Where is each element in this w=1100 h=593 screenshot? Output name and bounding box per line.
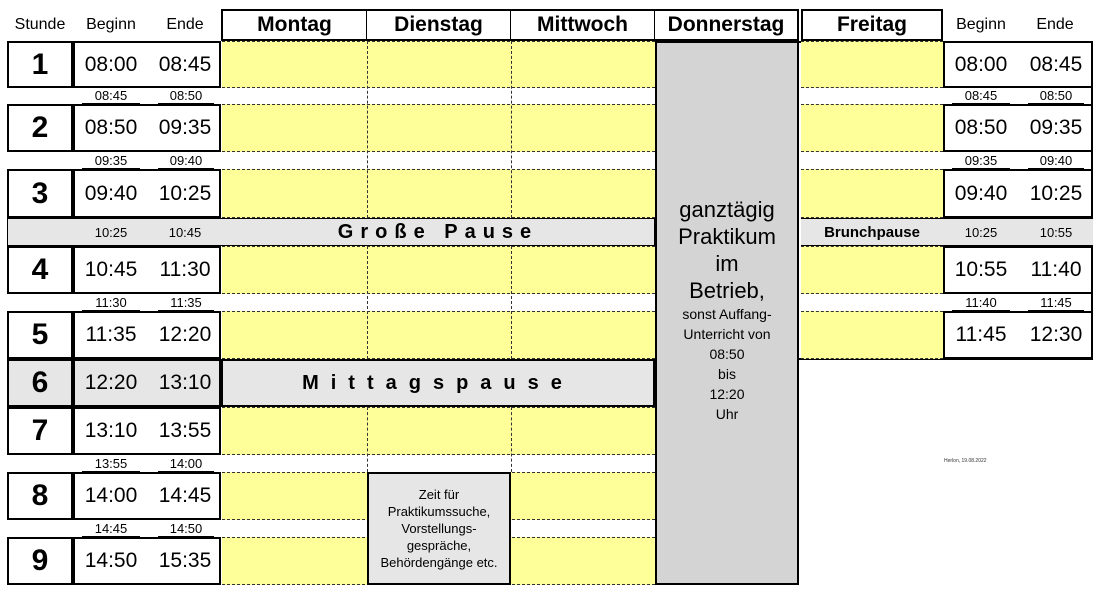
thursday-line: 08:50: [709, 346, 745, 362]
day-header-freitag: Freitag: [801, 9, 943, 41]
lesson-number: 2: [7, 104, 73, 152]
thursday-text: [657, 196, 797, 424]
lesson-end: 13:10: [158, 371, 212, 394]
lesson-end: 11:30: [159, 258, 211, 281]
thursday-line: Betrieb,: [689, 278, 765, 303]
friday-cell: [801, 104, 943, 152]
lesson-start: 14:00: [84, 484, 138, 507]
lesson-end: 10:25: [158, 181, 212, 205]
tuesday-note-box: [367, 472, 511, 585]
lesson-start: 10:45: [84, 258, 138, 281]
tuesday-note-line: gespräche,: [406, 538, 472, 553]
lesson-end: 14:45: [158, 484, 212, 507]
lesson-number: 1: [7, 41, 73, 88]
friday-gap-end: 08:50: [1028, 88, 1084, 104]
lesson-number: 9: [7, 537, 73, 585]
tuesday-note-line: Praktikumssuche,: [387, 504, 491, 519]
day-header-mittwoch: Mittwoch: [511, 11, 655, 39]
friday-cell: [801, 311, 943, 359]
header-beginn: Beginn: [86, 15, 136, 33]
lesson-start: 11:35: [85, 323, 137, 346]
lesson-cells: [222, 104, 655, 152]
thursday-line: im: [715, 251, 739, 276]
header-ende: Ende: [166, 15, 204, 33]
column-separator: [367, 41, 368, 218]
thursday-line: sonst Auffang-: [682, 306, 772, 322]
big-break-label: Große Pause: [337, 220, 539, 243]
lesson-start: 14:50: [84, 549, 138, 572]
thursday-line: 12:20: [709, 386, 745, 402]
big-break-start: 10:25: [94, 224, 128, 240]
lesson-number: 4: [7, 246, 73, 294]
friday-cell: [801, 246, 943, 294]
lesson-end: 15:35: [158, 549, 212, 572]
lesson-cells: [222, 169, 655, 218]
lesson-end: 12:20: [158, 323, 212, 346]
friday-start: 11:45: [955, 323, 1007, 346]
gap-start: 09:35: [82, 152, 140, 169]
lesson-start: 09:40: [84, 181, 138, 205]
friday-cell: [801, 41, 943, 88]
column-separator: [367, 407, 368, 472]
lesson-number: 5: [7, 311, 73, 359]
lesson-start: 13:10: [84, 419, 138, 442]
friday-start: 08:00: [954, 52, 1008, 76]
gap-end: 08:50: [158, 88, 214, 104]
day-header-dienstag: Dienstag: [367, 11, 511, 39]
friday-end: 12:30: [1029, 323, 1083, 346]
friday-start: 10:55: [954, 258, 1008, 281]
friday-gap-start: 11:40: [952, 294, 1010, 311]
lesson-number: 3: [7, 169, 73, 218]
column-separator: [367, 246, 368, 359]
brunch-end: 10:55: [1039, 224, 1073, 240]
header-ende-right: Ende: [1036, 15, 1074, 33]
friday-end: 11:40: [1030, 258, 1082, 281]
gap-end: 11:35: [158, 294, 214, 311]
friday-end: 10:25: [1029, 181, 1083, 205]
lesson-start: 08:50: [84, 116, 138, 139]
lesson-number: 8: [7, 472, 73, 520]
friday-start: 08:50: [954, 116, 1008, 139]
gap-start: 14:45: [82, 520, 140, 537]
lesson-end: 08:45: [158, 52, 212, 76]
gap-end: 14:00: [158, 455, 214, 472]
lesson-cells: [222, 246, 655, 294]
header-stunde: Stunde: [14, 15, 66, 33]
gap-start: 08:45: [82, 88, 140, 104]
thursday-line: Praktikum: [678, 224, 776, 249]
footer-note: Herlon, 19.08.2022: [944, 458, 987, 464]
friday-gap-start: 08:45: [952, 88, 1010, 104]
day-header-montag: Montag: [223, 11, 367, 39]
tuesday-note-line: Zeit für: [418, 487, 460, 502]
thursday-line: bis: [718, 366, 736, 382]
lesson-cells: [222, 41, 655, 88]
friday-end: 08:45: [1029, 52, 1083, 76]
big-break-end: 10:45: [168, 224, 202, 240]
header-beginn-right: Beginn: [956, 15, 1006, 33]
friday-cell: [801, 169, 943, 218]
gap-start: 13:55: [82, 455, 140, 472]
friday-end: 09:35: [1029, 116, 1083, 139]
lesson-start: 12:20: [84, 371, 138, 394]
lesson-end: 09:35: [158, 116, 212, 139]
gap-end: 14:50: [158, 520, 214, 537]
thursday-line: Uhr: [715, 406, 739, 422]
lunch-break-label: Mittagspause: [221, 359, 655, 407]
tuesday-note-line: Vorstellungs-: [401, 521, 477, 536]
day-header-donnerstag: Donnerstag: [667, 13, 785, 36]
lesson-start: 08:00: [84, 52, 138, 76]
lesson-cells: [222, 311, 655, 359]
friday-gap-start: 09:35: [952, 152, 1010, 169]
tuesday-note-line: Behördengänge etc.: [380, 555, 498, 570]
thursday-line: ganztägig: [679, 197, 775, 222]
column-separator: [511, 41, 512, 218]
lesson-number: 6: [7, 359, 73, 407]
gap-start: 11:30: [82, 294, 140, 311]
column-separator: [511, 407, 512, 472]
brunch-label: Brunchpause: [824, 223, 920, 241]
friday-gap-end: 09:40: [1028, 152, 1084, 169]
lesson-number: 7: [7, 407, 73, 455]
friday-gap-end: 11:45: [1028, 294, 1084, 311]
brunch-start: 10:25: [964, 224, 998, 240]
lesson-end: 13:55: [158, 419, 212, 442]
gap-end: 09:40: [158, 152, 214, 169]
friday-start: 09:40: [954, 181, 1008, 205]
thursday-line: Unterricht von: [683, 326, 771, 342]
lesson-cells: [222, 407, 655, 455]
column-separator: [511, 246, 512, 359]
